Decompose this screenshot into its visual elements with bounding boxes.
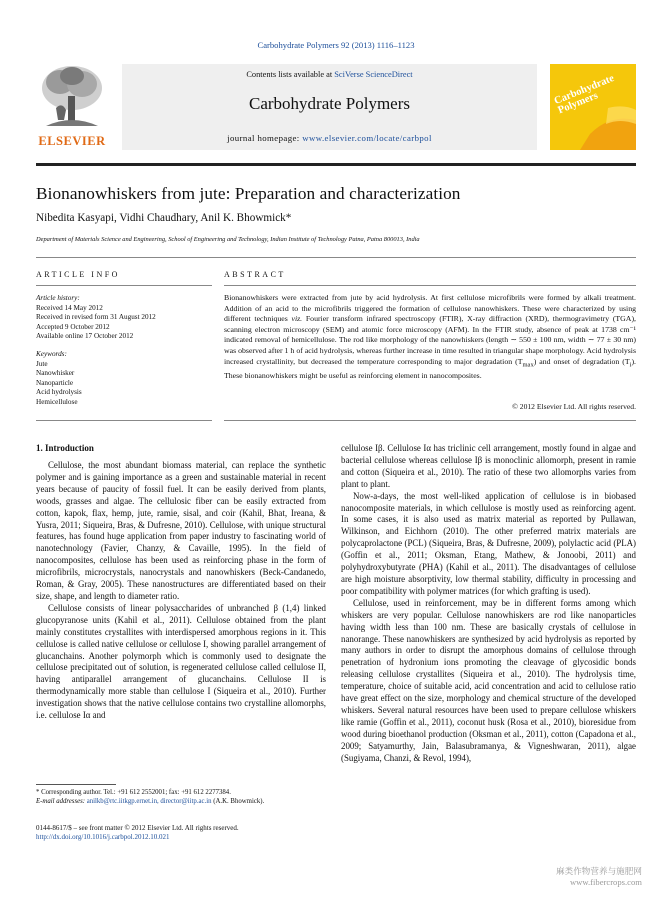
issn-line: 0144-8617/$ – see front matter © 2012 Elsevier Ltd. All rights reserved. xyxy=(36,824,239,832)
abstract-copyright: © 2012 Elsevier Ltd. All rights reserved. xyxy=(512,402,636,411)
abstract-rule xyxy=(224,285,636,286)
body-paragraph: Cellulose, used in reinforcement, may be in different forms among which whiskers are very popular. Cellulose nanowhiskers are rod like nanoparticles having width less than 100 nm. These are basically crystals of cellulose in nanorange. These nanowhiskers are synthesized by acid hydrolysis as reported by many authors in order to disrupt the amorphous domains of cellulose through penetration of hydronium ions promoting the cleavage of glycosidic bonds releasing cellulose crystallites (Siqueira et al., 2010). The hydrolysis time, temperature, choice of suitable acid, acid concentration and acid to cellulose ratio have great effect on the size, morphology and chemical structure of the developed whiskers. Several natural resources have been used to prepare cellulose whiskers like ramie (Goffin et al., 2011), coconut husk (Rosa et al., 2010), bioresidue from wood during bioethanol production (Oksman et al., 2011), cotton (Capadona et al., 2009; Satyamurthy, Jain, Balasubramanya, & Vigneshwaran, 2011), algae (Sugiyama, Chanzi, & Revol, 1994), xyxy=(341,597,636,763)
keyword-item: Hemicellulose xyxy=(36,397,78,406)
body-column-right xyxy=(341,443,636,764)
article-info-bottom-rule xyxy=(36,420,212,421)
keyword-item: Nanoparticle xyxy=(36,378,74,387)
doi-link[interactable]: http://dx.doi.org/10.1016/j.carbpol.2012.10.021 xyxy=(36,833,170,842)
article-info-panel xyxy=(36,294,212,408)
abstract-bottom-rule xyxy=(224,420,636,421)
keyword-item: Jute xyxy=(36,359,48,368)
history-received: Received 14 May 2012 xyxy=(36,303,103,312)
history-online: Available online 17 October 2012 xyxy=(36,332,134,341)
site-watermark: 麻类作物营养与施肥网 www.fibercrops.com xyxy=(556,866,642,887)
abstract-heading: ABSTRACT xyxy=(224,270,286,279)
elsevier-wordmark: ELSEVIER xyxy=(38,134,106,148)
footnote-rule xyxy=(36,784,116,785)
history-label: Article history: xyxy=(36,294,80,302)
title-divider xyxy=(36,257,636,258)
email-label: E-mail addresses: xyxy=(36,798,87,806)
journal-cover-thumbnail[interactable] xyxy=(550,64,636,150)
keyword-item: Nanowhisker xyxy=(36,369,75,378)
cover-title: Carbohydrate Polymers xyxy=(552,72,616,117)
keywords-label: Keywords: xyxy=(36,349,67,358)
page-footer xyxy=(36,824,239,843)
history-revised: Received in revised form 31 August 2012 xyxy=(36,313,156,322)
sciencedirect-link[interactable]: SciVerse ScienceDirect xyxy=(334,70,413,79)
contents-prefix: Contents lists available at xyxy=(246,70,335,79)
article-info-rule xyxy=(36,285,212,286)
email-links[interactable]: anilkb@rtc.iitkgp.ernet.in, director@iitp.ac.in xyxy=(86,798,212,806)
contents-line xyxy=(122,70,537,79)
homepage-prefix: journal homepage: xyxy=(227,133,303,143)
introduction-heading: 1. Introduction xyxy=(36,443,94,453)
journal-title: Carbohydrate Polymers xyxy=(249,94,410,113)
homepage-link[interactable]: www.elsevier.com/locate/carbpol xyxy=(302,133,432,143)
article-info-heading: ARTICLE INFO xyxy=(36,270,120,279)
body-column-left xyxy=(36,460,326,722)
article-authors[interactable]: Nibedita Kasyapi, Vidhi Chaudhary, Anil K. Bhowmick* xyxy=(36,212,292,224)
corresponding-author: * Corresponding author. Tel.: +91 612 2552001; fax: +91 612 2277384. xyxy=(36,789,231,796)
history-accepted: Accepted 9 October 2012 xyxy=(36,322,110,331)
header-divider xyxy=(36,163,636,166)
corresponding-author-footnote: * Corresponding author. Tel.: +91 612 2552001; fax: +91 612 2277384. E-mail addresses: anilkb@rtc.iitkgp.ernet.in, director@iitp.ac.in (A.K. Bhowmick). xyxy=(36,788,336,807)
journal-citation-line[interactable]: Carbohydrate Polymers 92 (2013) 1116–1123 xyxy=(257,40,415,50)
body-paragraph: cellulose Iβ. Cellulose Iα has triclinic cell arrangement, mostly found in algae and bacterial cellulose whereas cellulose Iβ is monoclinic allomorph, present in ramie and cotton (Siqueira et al., 2010). The ratio of these two allomorphs varies from plant to plant. xyxy=(341,443,636,489)
body-paragraph: Now-a-days, the most well-liked application of cellulose is in biobased nanocomposite materials, in which cellulose is mostly used as reinforcing agent. In some cases, it is also used as matrix material as reported by Pullawan, Wilkinson, and Eichhorn (2010). The other preferred matrix materials are polycaprolactone (PCL) (Siqueira, Bras, & Dufresne, 2009), polylactic acid (PLA) (Goffin et al., 2011; Oksman, Etang, Mathew, & Jonoobi, 2011) and polyhydroxybutyrate (PHA) (Kahil et al., 2011). The disadvantages of cellulose are high moisture absorptivity, low thermal stability, difficulty in processing and poor compatibility with polymer matrices (for which grafting is used). xyxy=(341,490,636,596)
keyword-item: Acid hydrolysis xyxy=(36,388,82,397)
abstract-body: Bionanowhiskers were extracted from jute by acid hydrolysis. At first cellulose microfibrils were formed by alkali treatment. Addition of an acid to the microfibrils triggered the formation of cellulose nanowhiskers. These were characterized by using different techniques viz. Fourier transform infrared spectroscopy (FTIR), X-ray diffraction (XRD), thermogravimetry (TGA), scanning electron microscopy (SEM) and atomic force microscopy (AFM). In the FTIR study, absence of peak at 1738 cm⁻¹ indicated removal of hemicellulose. The rod like morphology of the nanowhiskers (length ∼ 550 ± 100 nm, width ∼ 77 ± 30 nm) was observed after 1 h of acid hydrolysis, whereas further increase in time resulted in triangular shape morphology. Acid hydrolysis increased crystallinity, but decreased the temperature corresponding to major degradation $(T_{max})$ and onset of degradation $(T_i)$. These bionanowhiskers might be useful as reinforcing element in nanocomposites. xyxy=(224,293,636,380)
article-title: Bionanowhiskers from jute: Preparation and characterization xyxy=(36,184,461,203)
author-affiliation: Department of Materials Science and Engineering, School of Engineering and Technology, Indian Institute of Technology Patna, Patna 800013, India xyxy=(36,236,420,243)
body-paragraph: Cellulose, the most abundant biomass material, can replace the synthetic polymer and is gaining importance as a green and sustainable material in recent years because of paucity of fossil fuel. It can be easily derived from plants, woods, grasses and algae. The cellulosic fiber can be easily extracted from cotton, kapok, flax, hemp, jute, ramie, sisal, and coir (Kahil, Bhat, Ireana, & Yusra, 2011; Siqueira, Bras, & Dufresne, 2010). Cellulose, with unique structural features, has found huge application from paper industry to fascinating world of nanotechnology (Favier, Chanzy, & Cavaille, 1995). In the field of nanocomposites, cellulose has been used as reinforcing phase in the form of microfibrils, microcrystals, nanocrystals and nanowhiskers (Beck-Candanedo, Roman, & Gray, 2005). These nanostructures are differentiated based on their size, shape, and length to diameter ratio. xyxy=(36,460,326,601)
body-paragraph: Cellulose consists of linear polysaccharides of unbranched β (1,4) linked glucopyranose units (Kahil et al., 2011). Cellulose obtained from the plant mainly constitutes crystallites with interdispersed amorphous regions in it. This cellulose is called native cellulose or cellulose I, showing parallel arrangement of glucanchains. Another polymorph which is commonly used to designate the cellulose precipitated out of solution, is regenerated cellulose called cellulose II, having antiparallel arrangement of glucanchains. Cellulose II is thermodynamically more stable than cellulose I (Siqueira et al., 2010). Further investigation shows that the native cellulose contains two crystalline allomorphs, i.e. cellulose Iα and xyxy=(36,602,326,721)
journal-homepage xyxy=(122,133,537,143)
